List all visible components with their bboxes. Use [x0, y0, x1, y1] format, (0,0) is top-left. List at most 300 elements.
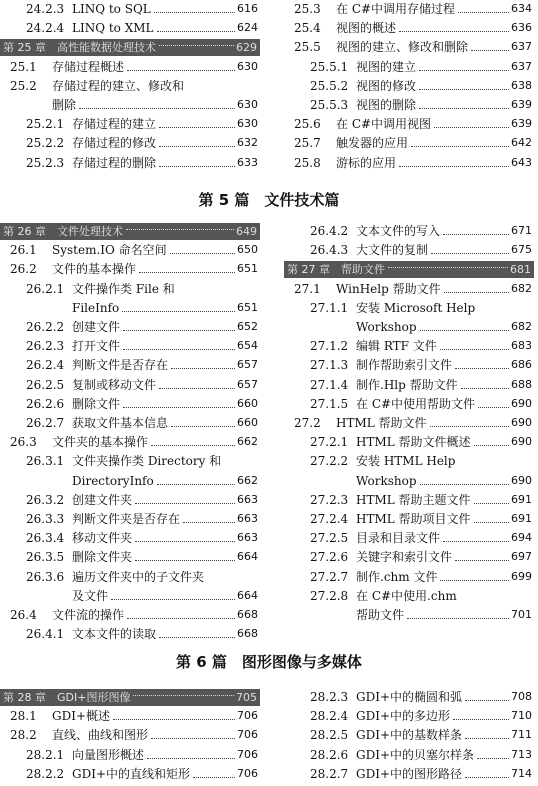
section-number: 26.4.2: [310, 224, 349, 238]
leader-dots: [399, 31, 509, 32]
section-number: 28.2.6: [310, 747, 349, 762]
toc-entry[interactable]: [310, 433, 532, 451]
section-title: 删除文件夹: [72, 550, 133, 565]
leader-dots: [465, 738, 509, 739]
section-number: 28.2.1: [26, 747, 65, 762]
page-number: 706: [237, 766, 258, 780]
section-title: 大文件的复制: [356, 243, 429, 258]
section-number: 26.3: [10, 435, 37, 450]
page-number: 682: [511, 281, 532, 295]
page-number: 713: [511, 747, 532, 761]
leader-dots: [455, 368, 509, 369]
section-title: 制作.Hlp 帮助文件: [356, 377, 458, 392]
toc-entry[interactable]: [10, 726, 258, 744]
section-title: HTML 帮助文件: [336, 416, 427, 430]
chapter-bar[interactable]: [0, 689, 260, 706]
leader-dots: [171, 368, 235, 369]
section-title: 关键字和索引文件: [356, 550, 453, 565]
section-title: 文件夹的基本操作: [52, 435, 149, 450]
section-number: 26.2.6: [26, 396, 65, 411]
toc-entry[interactable]: [10, 606, 258, 624]
page-number: 690: [511, 396, 532, 410]
page-number: 708: [511, 690, 532, 703]
leader-dots: [147, 758, 235, 759]
leader-dots: [183, 522, 235, 523]
toc-entry[interactable]: [310, 299, 532, 317]
section-number: 25.3: [294, 2, 321, 16]
toc-entry[interactable]: [310, 337, 532, 355]
section-number: 26.4.3: [310, 243, 349, 258]
page-number: 630: [237, 59, 258, 73]
section-title: 触发器的应用: [336, 136, 409, 151]
page-number: 660: [237, 396, 258, 410]
page-number: 699: [511, 569, 532, 583]
section-number: 25.5.1: [310, 59, 349, 74]
chapter-bar[interactable]: [0, 39, 260, 56]
section-title: 遍历文件夹中的子文件夹: [72, 569, 205, 584]
page-number: 690: [511, 473, 532, 487]
page-number: 649: [236, 225, 257, 238]
section-title: 直线、曲线和图形: [52, 728, 149, 743]
leader-dots: [157, 484, 235, 485]
toc-entry[interactable]: [26, 115, 258, 133]
toc-entry[interactable]: [310, 688, 532, 706]
toc-entry[interactable]: [294, 115, 532, 133]
toc-entry[interactable]: [310, 241, 532, 259]
section-title: LINQ to SQL: [72, 2, 151, 16]
section-number: 26.2.5: [26, 377, 65, 392]
section-number: 28.2.2: [26, 766, 65, 781]
section-title: 编辑 RTF 文件: [356, 339, 437, 354]
page-number: 652: [237, 320, 258, 333]
leader-dots: [440, 580, 509, 581]
toc-entry[interactable]: [294, 134, 532, 152]
section-title: 游标的应用: [336, 155, 397, 170]
section-number: 25.5.3: [310, 98, 349, 112]
toc-entry[interactable]: [26, 19, 258, 37]
page-number: 642: [511, 136, 532, 150]
page-number: 632: [237, 136, 258, 150]
page-number: 662: [237, 435, 258, 449]
page-number: 636: [511, 21, 532, 35]
section-title: 目录和目录文件: [356, 531, 441, 546]
leader-dots: [388, 267, 508, 268]
toc-entry[interactable]: [26, 395, 258, 413]
section-title: 在 C#中调用存储过程: [336, 2, 456, 16]
section-number: 26.2: [10, 262, 37, 277]
toc-entry[interactable]: [294, 19, 532, 37]
section-title: 视图的修改: [356, 78, 417, 93]
page-number: 706: [237, 709, 258, 723]
section-title: 存储过程的修改: [72, 136, 157, 151]
section-title: 安装 Microsoft Help: [356, 300, 476, 315]
section-title: 复制或移动文件: [72, 377, 157, 392]
page-number: 664: [237, 588, 258, 602]
leader-dots: [453, 719, 509, 720]
part-heading-5: 第 5 篇 文件技术篇: [198, 191, 340, 209]
section-number: 28.1: [10, 709, 37, 724]
section-number: 27.2.5: [310, 531, 349, 546]
section-title: 向量图形概述: [72, 747, 145, 762]
section-number: 26.3.4: [26, 531, 65, 546]
section-title: 视图的概述: [336, 21, 397, 36]
section-title: 存储过程的建立: [72, 117, 157, 132]
toc-entry[interactable]: [26, 548, 258, 566]
page-number: 663: [237, 512, 258, 525]
section-title: 获取文件基本信息: [72, 416, 169, 430]
section-title: GDI+中的直线和矩形: [72, 766, 191, 781]
page-number: 675: [511, 243, 532, 257]
section-number: 25.5: [294, 40, 321, 55]
toc-entry[interactable]: [310, 491, 532, 509]
section-number: 25.6: [294, 117, 321, 132]
section-number: 25.7: [294, 136, 321, 151]
section-number: 26.3.5: [26, 550, 65, 565]
page-number: 637: [511, 59, 532, 73]
leader-dots: [471, 50, 509, 51]
toc-entry[interactable]: [310, 765, 532, 783]
toc-entry[interactable]: [294, 414, 532, 432]
section-title: 存储过程的建立、修改和: [52, 78, 185, 93]
part-heading-6: 第 6 篇 图形图像与多媒体: [176, 653, 362, 671]
leader-dots: [157, 31, 235, 32]
page-number: 691: [511, 512, 532, 525]
leader-dots: [407, 618, 509, 619]
page-number: 630: [237, 117, 258, 131]
chapter-title: 第 26 章 文件处理技术: [3, 225, 123, 238]
toc-entry[interactable]: [310, 726, 532, 744]
toc-entry[interactable]: [310, 510, 532, 528]
section-number: 25.5.2: [310, 78, 349, 93]
section-number: 28.2.5: [310, 728, 349, 743]
leader-dots: [139, 272, 235, 273]
section-title: 删除: [52, 98, 77, 112]
page-number: 657: [237, 358, 258, 372]
page-number: 697: [511, 550, 532, 564]
toc-entry[interactable]: [310, 58, 532, 76]
leader-dots: [440, 349, 509, 350]
toc-entry[interactable]: [26, 529, 258, 547]
toc-entry[interactable]: [356, 472, 532, 490]
section-title: 文本文件的写入: [356, 224, 441, 238]
section-title: HTML 帮助主题文件: [356, 492, 471, 507]
section-title: GDI+中的多边形: [356, 709, 451, 724]
leader-dots: [465, 700, 509, 701]
section-number: 25.2.2: [26, 136, 65, 151]
toc-entry[interactable]: [294, 38, 532, 56]
leader-dots: [126, 229, 234, 230]
page-number: 694: [511, 531, 532, 545]
leader-dots: [430, 426, 509, 427]
toc-entry[interactable]: [294, 280, 532, 298]
section-title: LINQ to XML: [72, 21, 154, 36]
toc-entry[interactable]: [26, 452, 258, 470]
leader-dots: [171, 426, 235, 427]
page-number: 662: [237, 473, 258, 487]
section-title: 在 C#中使用帮助文件: [356, 396, 476, 411]
toc-entry[interactable]: [26, 0, 258, 18]
toc-entry[interactable]: [310, 376, 532, 394]
leader-dots: [474, 503, 509, 504]
page-number: 688: [511, 377, 532, 391]
section-number: 25.8: [294, 155, 321, 170]
page-number: 683: [511, 339, 532, 353]
page-number: 630: [237, 98, 258, 111]
leader-dots: [79, 108, 235, 109]
toc-entry[interactable]: [72, 472, 258, 490]
toc-entry[interactable]: [310, 587, 532, 605]
page-number: 671: [511, 224, 532, 237]
leader-dots: [434, 127, 509, 128]
leader-dots: [170, 253, 235, 254]
section-title: 存储过程概述: [52, 59, 125, 74]
leader-dots: [123, 330, 235, 331]
leader-dots: [133, 695, 234, 696]
section-title: 删除文件: [72, 396, 121, 411]
leader-dots: [420, 330, 509, 331]
toc-entry[interactable]: [310, 77, 532, 95]
section-title: 在 C#中使用.chm: [356, 588, 457, 603]
section-number: 26.2.2: [26, 320, 65, 334]
section-number: 26.2.4: [26, 358, 65, 373]
toc-entry[interactable]: [310, 548, 532, 566]
section-title: Workshop: [356, 473, 417, 488]
section-title: Workshop: [356, 320, 417, 334]
section-number: 25.2: [10, 78, 37, 93]
toc-entry[interactable]: [10, 433, 258, 451]
section-number: 27.2.7: [310, 569, 349, 584]
section-number: 26.3.2: [26, 492, 65, 507]
section-title: FileInfo: [72, 300, 120, 315]
section-number: 28.2.3: [310, 690, 349, 704]
leader-dots: [419, 89, 509, 90]
page-number: 629: [236, 41, 257, 55]
page-number: 710: [511, 709, 532, 723]
toc-entry[interactable]: [356, 606, 532, 624]
page-number: 657: [237, 377, 258, 391]
toc-entry[interactable]: [310, 356, 532, 374]
chapter-title: 第 27 章 帮助文件: [287, 263, 385, 277]
page-number: 706: [237, 728, 258, 742]
leader-dots: [431, 253, 509, 254]
page-number: 651: [237, 300, 258, 314]
toc-entry[interactable]: [26, 510, 258, 528]
section-title: GDI+中的图形路径: [356, 766, 463, 781]
toc-entry[interactable]: [26, 376, 258, 394]
toc-entry[interactable]: [72, 587, 258, 605]
toc-entry[interactable]: [26, 491, 258, 509]
page-number: 654: [237, 339, 258, 353]
toc-entry[interactable]: [26, 280, 258, 298]
section-title: 打开文件: [72, 339, 121, 354]
page-number: 711: [511, 728, 532, 742]
toc-entry[interactable]: [294, 154, 532, 172]
page-number: 681: [510, 263, 531, 277]
toc-entry[interactable]: [310, 222, 532, 240]
toc-entry[interactable]: [26, 568, 258, 586]
toc-entry[interactable]: [310, 568, 532, 586]
page-number: 668: [237, 608, 258, 621]
toc-entry[interactable]: [26, 765, 258, 783]
section-number: 27.2: [294, 416, 321, 430]
leader-dots: [399, 166, 509, 167]
section-number: 27.2.6: [310, 550, 349, 565]
section-number: 26.4.1: [26, 627, 65, 642]
section-title: GDI+中的基数样条: [356, 728, 463, 743]
section-number: 25.2.1: [26, 117, 65, 132]
section-title: GDI+中的椭圆和弧: [356, 690, 463, 704]
page-number: 639: [511, 117, 532, 131]
leader-dots: [461, 388, 509, 389]
page-number: 638: [511, 78, 532, 92]
toc-entry[interactable]: [10, 241, 258, 259]
section-number: 27.1.5: [310, 396, 349, 411]
page-number: 664: [237, 550, 258, 564]
section-number: 26.3.6: [26, 569, 65, 584]
section-number: 27.1.4: [310, 377, 349, 392]
toc-entry[interactable]: [26, 318, 258, 336]
page-number: 616: [237, 2, 258, 15]
page-number: 705: [236, 691, 257, 704]
section-title: 文件操作类 File 和: [72, 281, 175, 296]
toc-entry[interactable]: [310, 746, 532, 764]
section-title: GDI+概述: [52, 709, 111, 724]
section-number: 26.2.3: [26, 339, 65, 354]
leader-dots: [411, 146, 509, 147]
page-number: 634: [511, 2, 532, 15]
section-number: 27.1.3: [310, 358, 349, 373]
page-number: 663: [237, 531, 258, 545]
section-title: 视图的建立、修改和删除: [336, 40, 469, 55]
page-number: 690: [511, 416, 532, 429]
leader-dots: [159, 166, 235, 167]
toc-entry[interactable]: [10, 58, 258, 76]
toc-entry[interactable]: [310, 529, 532, 547]
leader-dots: [123, 349, 235, 350]
leader-dots: [151, 738, 235, 739]
page-number: 637: [511, 40, 532, 54]
section-number: 26.3.3: [26, 512, 65, 526]
section-number: 26.2.1: [26, 281, 65, 296]
section-number: 26.4: [10, 608, 37, 622]
leader-dots: [127, 618, 235, 619]
leader-dots: [419, 108, 509, 109]
leader-dots: [135, 503, 235, 504]
section-title: 文本文件的读取: [72, 627, 157, 642]
leader-dots: [159, 388, 235, 389]
page-number: 660: [237, 416, 258, 429]
section-number: 27.1: [294, 281, 321, 296]
toc-entry[interactable]: [26, 337, 258, 355]
section-number: 28.2.7: [310, 766, 349, 781]
section-number: 28.2: [10, 728, 37, 743]
leader-dots: [458, 12, 509, 13]
section-title: HTML 帮助文件概述: [356, 435, 471, 450]
page-number: 643: [511, 155, 532, 169]
leader-dots: [127, 70, 235, 71]
leader-dots: [474, 445, 509, 446]
leader-dots: [151, 445, 235, 446]
leader-dots: [123, 407, 235, 408]
toc-entry[interactable]: [310, 452, 532, 470]
section-number: 27.1.2: [310, 339, 349, 354]
toc-entry[interactable]: [26, 154, 258, 172]
page-number: 706: [237, 747, 258, 761]
leader-dots: [159, 146, 235, 147]
toc-entry[interactable]: [26, 625, 258, 643]
section-title: GDI+中的贝塞尔样条: [356, 747, 475, 762]
leader-dots: [477, 758, 509, 759]
toc-entry[interactable]: [10, 707, 258, 725]
toc-entry[interactable]: [26, 356, 258, 374]
page-number: 690: [511, 435, 532, 449]
toc-entry[interactable]: [26, 134, 258, 152]
chapter-bar[interactable]: [284, 261, 534, 278]
section-title: 帮助文件: [356, 608, 405, 622]
section-title: 文件流的操作: [52, 608, 125, 622]
section-number: 24.2.3: [26, 2, 65, 16]
section-number: 27.2.2: [310, 454, 349, 469]
chapter-title: 第 28 章 GDI+图形图像: [3, 691, 131, 704]
toc-entry[interactable]: [294, 0, 532, 18]
section-title: 创建文件夹: [72, 492, 133, 507]
page-number: 714: [511, 766, 532, 780]
section-title: 在 C#中调用视图: [336, 117, 432, 132]
section-number: 27.2.8: [310, 588, 349, 603]
toc-entry[interactable]: [310, 395, 532, 413]
section-title: 制作帮助索引文件: [356, 358, 453, 373]
section-title: 创建文件: [72, 320, 121, 334]
leader-dots: [135, 541, 235, 542]
leader-dots: [419, 70, 509, 71]
toc-entry[interactable]: [356, 318, 532, 336]
leader-dots: [465, 777, 509, 778]
leader-dots: [420, 484, 509, 485]
section-title: 移动文件夹: [72, 531, 133, 546]
toc-entry[interactable]: [310, 707, 532, 725]
section-number: 26.3.1: [26, 454, 65, 469]
leader-dots: [159, 637, 235, 638]
page-number: 682: [511, 320, 532, 333]
section-title: 判断文件夹是否存在: [72, 512, 181, 526]
leader-dots: [455, 560, 509, 561]
section-title: 及文件: [72, 588, 109, 603]
section-number: 27.2.4: [310, 512, 349, 526]
leader-dots: [478, 407, 509, 408]
section-number: 25.1: [10, 59, 37, 74]
page-number: 651: [237, 262, 258, 276]
section-title: WinHelp 帮助文件: [336, 281, 441, 296]
toc-entry[interactable]: [10, 260, 258, 278]
toc-entry[interactable]: [52, 96, 258, 114]
toc-entry[interactable]: [26, 746, 258, 764]
toc-entry[interactable]: [26, 414, 258, 432]
section-title: 安装 HTML Help: [356, 454, 456, 469]
page-number: 663: [237, 492, 258, 506]
toc-entry[interactable]: [310, 96, 532, 114]
section-number: 25.4: [294, 21, 321, 36]
section-title: HTML 帮助项目文件: [356, 512, 471, 526]
leader-dots: [444, 292, 509, 293]
leader-dots: [154, 12, 235, 13]
leader-dots: [159, 127, 235, 128]
leader-dots: [122, 311, 235, 312]
toc-entry[interactable]: [10, 77, 258, 95]
toc-entry[interactable]: [72, 299, 258, 317]
leader-dots: [113, 719, 235, 720]
leader-dots: [443, 541, 509, 542]
chapter-bar[interactable]: [0, 223, 260, 240]
